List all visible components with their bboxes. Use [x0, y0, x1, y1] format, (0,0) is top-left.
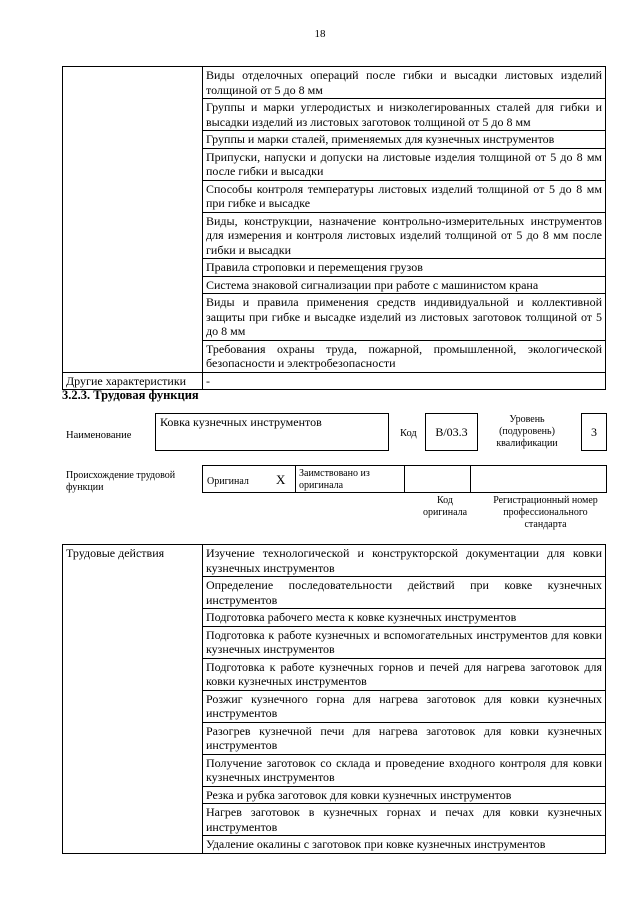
table-cell: Подготовка рабочего места к ковке кузнечных инструментов: [203, 609, 606, 627]
other-characteristics-label: Другие характеристики: [63, 372, 203, 390]
table-cell: Группы и марки углеродистых и низколегированных сталей для гибки и высадки изделий из листовых заготовок толщиной от 5 до 8 мм: [203, 99, 606, 131]
table-cell: Подготовка к работе кузнечных и вспомогательных инструментов для ковки кузнечных инструментов: [203, 626, 606, 658]
table-cell: Припуски, напуски и допуски на листовые изделия толщиной от 5 до 8 мм после гибки и высадки: [203, 148, 606, 180]
table-cell: Разогрев кузнечной печи для нагрева заготовок для ковки кузнечных инструментов: [203, 722, 606, 754]
table-row: [63, 67, 606, 99]
origin-divider: [470, 465, 471, 493]
name-value-box: Ковка кузнечных инструментов: [155, 413, 389, 451]
table-cell: Изучение технологической и конструкторской документации для ковки кузнечных инструментов: [203, 545, 606, 577]
table-cell: Розжиг кузнечного горна для нагрева заготовок для ковки кузнечных инструментов: [203, 690, 606, 722]
section-title: 3.2.3. Трудовая функция: [62, 388, 199, 402]
table-row: [63, 372, 606, 390]
code-value-box: B/03.3: [425, 413, 478, 451]
table-cell: Группы и марки сталей, применяемых для кузнечных инструментов: [203, 131, 606, 149]
table-cell: Получение заготовок со склада и проведение входного контроля для ковки кузнечных инструментов: [203, 754, 606, 786]
actions-table: [62, 544, 606, 854]
level-value-box: 3: [581, 413, 607, 451]
reg-number-label: Регистрационный номер профессионального стандарта: [493, 495, 598, 530]
knowledge-table: [62, 66, 606, 390]
table-cell: Виды и правила применения средств индивидуальной и коллективной защиты при гибке и высадке изделий из листовых заготовок толщиной от 5 до 8 мм: [203, 294, 606, 341]
table-cell: Определение последовательности действий при ковке кузнечных инструментов: [203, 577, 606, 609]
table-cell: Способы контроля температуры листовых изделий толщиной от 5 до 8 мм при гибке и высадке: [203, 180, 606, 212]
name-label: Наименование: [66, 430, 132, 441]
origin-divider: [404, 465, 405, 493]
table-cell: Система знаковой сигнализации при работе с машинистом крана: [203, 276, 606, 294]
table-cell: Резка и рубка заготовок для ковки кузнечных инструментов: [203, 786, 606, 804]
code-label: Код: [400, 428, 417, 439]
page-number: 18: [314, 28, 326, 40]
knowledge-label-cell: [63, 67, 203, 373]
table-row: [63, 545, 606, 577]
table-cell: Виды отделочных операций после гибки и высадки листовых изделий толщиной от 5 до 8 мм: [203, 67, 606, 99]
actions-label: Трудовые действия: [63, 545, 203, 854]
table-cell: Удаление окалины с заготовок при ковке кузнечных инструментов: [203, 836, 606, 854]
code-original-label: Код оригинала: [422, 495, 468, 518]
origin-label: Происхождение трудовой функции: [66, 470, 176, 493]
table-cell: Нагрев заготовок в кузнечных горнах и печах для ковки кузнечных инструментов: [203, 804, 606, 836]
origin-divider: [295, 465, 296, 493]
table-cell: Виды, конструкции, назначение контрольно-измерительных инструментов для измерения и контроля листовых изделий толщиной от 5 до 8 мм после гибки и высадки: [203, 212, 606, 259]
table-cell: Правила строповки и перемещения грузов: [203, 259, 606, 277]
borrowed-label: Заимствовано из оригинала: [299, 468, 370, 491]
level-label: Уровень (подуровень) квалификации: [496, 414, 558, 449]
table-cell: Подготовка к работе кузнечных горнов и печей для нагрева заготовок для ковки кузнечных инструментов: [203, 658, 606, 690]
original-mark: X: [276, 472, 286, 487]
other-characteristics-value: -: [203, 372, 606, 390]
table-cell: Требования охраны труда, пожарной, промышленной, экологической безопасности и электробезопасности: [203, 340, 606, 372]
original-label: Оригинал: [207, 476, 249, 487]
